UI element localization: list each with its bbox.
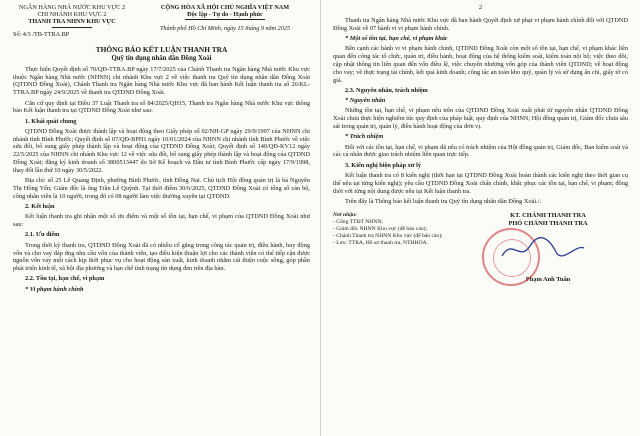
paragraph-responsibility: Đối với các tồn tại, hạn chế, vi phạm đã nêu có trách nhiệm của Hội đồng quản trị, Giám đốc, Ban kiểm soát và các cá nhân được giao trách nhiệm liên quan trực tiếp. (333, 143, 628, 159)
recipients-block (333, 212, 463, 284)
issuer-block (13, 4, 131, 38)
signer-name: Phạm Anh Tuấn (525, 275, 571, 283)
section-2-1-heading: 2.1. Ưu điểm (25, 231, 60, 239)
signature-area (333, 212, 628, 284)
section-3-heading: 3. Kiến nghị biện pháp xử lý (345, 161, 422, 169)
document-header (13, 4, 310, 38)
date-line: Thành phố Hồ Chí Minh, ngày 15 tháng 9 năm 2025 (159, 25, 291, 33)
paragraph-recommendations: Kết luận thanh tra có 8 kiến nghị (thời hạn tại QTDND Đồng Xoài hoàn thành các kiến nghị theo thời gian cụ thể nêu tại từng kiến nghị); yêu cầu QTDND Đồng Xoài chấn chỉnh, khắc phục các tồn tại, hạn chế, vi phạm; đồng thời với từng nội dung được nêu tại Kết luận thanh tra. (333, 172, 628, 195)
section-2-2-heading: 2.2. Tồn tại, hạn chế, vi phạm (25, 275, 105, 283)
section-2-1-text: Trong thời kỳ thanh tra, QTDND Đồng Xoài đã có nhiều cố gắng trong công tác quản trị, điều hành, huy động vốn và cho vay đáp ứng nhu cầu vốn của thành viên, tạo điều kiện thuận lợi cho các thành viên có thể tiếp cận được nguồn vốn vay một cách kịp thời phục vụ cho hoạt động sản xuất, kinh doanh nhằm cải thiện cuộc sống, góp phần phát triển kinh tế, xã hội địa phương và hạn chế tình trạng tín dụng đen trên địa bàn. (13, 241, 310, 273)
handwritten-signature-icon (498, 234, 588, 264)
sub-responsibility: * Trách nhiệm (345, 133, 384, 141)
paragraph-other-violations: Bên cạnh các hành vi vi phạm hành chính, QTDND Đồng Xoài còn một số tồn tại, hạn chế, vi phạm khác liên quan đến công tác tổ chức, quản trị, điều hành, hoạt động của hệ thống kiểm soát, kiểm toán nội bộ; việc theo dõi, cập nhật thông tin liên quan đến vốn điều lệ, việc chuyển nhượng vốn góp của thành viên QTDND; về hoạt động cho vay; về thực trạng tài chính, kết quả kinh doanh; công tác an toàn kho quỹ, quản lý và sử dụng ấn chỉ, giấy tờ có giá. (333, 45, 628, 84)
paragraph-causes: Những tồn tại, hạn chế, vi phạm nêu trên của QTDND Đồng Xoài xuất phát từ nguyên nhân QTDND Đồng Xoài chưa thực hiện nghiêm túc quy định của pháp luật, quy định của NHNN; Hội đồng quản trị, Giám đốc chưa sâu sát trong quản trị, quản lý, điều hành hoạt động của đơn vị. (333, 107, 628, 131)
motto-underline (185, 19, 265, 20)
section-2-3-heading: 2.3. Nguyên nhân, trách nhiệm (345, 86, 428, 94)
national-motto-block (140, 4, 310, 38)
document-title: THÔNG BÁO KẾT LUẬN THANH TRA (95, 44, 228, 54)
section-1-heading: 1. Khái quát chung (25, 117, 77, 125)
signer-title-1: KT. CHÁNH THANH TRA (510, 211, 586, 219)
recipient-item: - Chánh Thanh tra NHNN Khu vực (để báo cáo); (333, 232, 443, 239)
section-2-text: Kết luận thanh tra ghi nhận một số ưu điểm và một số tồn tại, hạn chế, vi phạm của QTDND Đồng Xoài như sau: (13, 213, 310, 229)
paragraph-closing: Trên đây là Thông báo kết luận thanh tra Quỹ tín dụng nhân dân Đồng Xoài./. (345, 197, 542, 205)
section-1-text: QTDND Đồng Xoài được thành lập và hoạt động theo Giấy phép số 02/NH-GP ngày 29/9/1997 của NHNN chi nhánh tỉnh Bình Phước; Quyết định số 07/QĐ-BPH1 ngày 10/01/2024 của NHNN chi nhánh tỉnh Bình Phước về việc sửa đổi, bổ sung giấy phép thành lập và hoạt động của QTDND Đồng Xoài; Quyết định số 140/QĐ-KV12 ngày 22/5/2025 của NHNN chi nhánh Khu vực 12 về việc sửa đổi, bổ sung giấy phép thành lập và hoạt động của QTDND Đồng Xoài; đăng ký kinh doanh số 3800513447 do Sở Kế hoạch và Đầu tư tỉnh Bình Phước cấp ngày 17/9/1998, thay đổi lần thứ 10 ngày 30/5/2022. (13, 127, 310, 174)
issuer-line-3: THANH TRA NHNN KHU VỰC (28, 18, 116, 26)
section-2-heading: 2. Kết luận (25, 203, 55, 211)
issuer-line-1: NGÂN HÀNG NHÀ NƯỚC KHU VỰC 2 (18, 4, 126, 11)
recipients-label: Nơi nhận: (333, 211, 357, 218)
page-number: 2 (478, 4, 483, 11)
issuer-line-2: CHI NHÁNH KHU VỰC 2 (37, 11, 107, 19)
document-number: Số: 4/3 /TB-TTRA.BP (13, 30, 70, 38)
issuer-underline (52, 27, 92, 28)
national-motto: Độc lập - Tự do - Hạnh phúc (187, 11, 263, 19)
section-2-2-sub: * Vi phạm hành chính (25, 285, 84, 293)
section-1-text-2: Địa chỉ: số 25 Lê Quang Định, phường Bình Phước, tỉnh Đồng Nai. Chủ tịch Hội đồng quản trị là bà Nguyễn Thị Hồng Yến; Giám đốc là ông Trần Lê Quỳnh. Tại thời điểm 30/6/2025, QTDND Đồng Xoài có tổng số cán bộ, công nhân viên là 10 người, trong đó có 08 người làm việc thường xuyên tại QTDND. (13, 177, 310, 200)
sub-causes: * Nguyên nhân (345, 97, 386, 105)
paragraph-penalty: Thanh tra Ngân hàng Nhà nước Khu vực đã ban hành Quyết định xử phạt vi phạm hành chính đối với QTDND Đồng Xoài về 07 hành vi vi phạm hành chính. (333, 17, 628, 32)
document-subtitle: Quỹ tín dụng nhân dân Đồng Xoài (111, 54, 212, 62)
intro-paragraph-1: Thực hiện Quyết định số 70/QĐ-TTRA.BP ngày 17/7/2025 của Chánh Thanh tra Ngân hàng Nhà nước Khu vực thuộc Ngân hàng Nhà nước (NHNN) chi nhánh Khu vực 2 về việc thanh tra Quỹ tín dụng nhân dân Đồng Xoài (QTDND Đồng Xoài), Chánh Thanh tra Ngân hàng Nhà nước Khu vực đã ban hành Kết luận thanh tra số 26/KL-TTRA.BP ngày 24/9/2025 về thanh tra QTDND Đồng Xoài. (13, 65, 310, 97)
recipient-item: - Giám đốc NHNN Khu vực (để báo cáo); (333, 225, 428, 232)
sub-other-violations: * Một số tồn tại, hạn chế, vi phạm khác (345, 35, 448, 43)
signer-title-2: PHÓ CHÁNH THANH TRA (508, 219, 588, 227)
intro-paragraph-2: Căn cứ quy định tại Điều 37 Luật Thanh tra số 84/2025/QH15, Thanh tra Ngân hàng Nhà nước Khu vực thông báo Kết luận thanh tra tại QTDND Đồng Xoài như sau: (13, 99, 310, 115)
page-2 (320, 0, 640, 436)
signature-block (468, 212, 628, 284)
recipient-item: - Cổng TTĐT NHNN; (333, 218, 383, 225)
recipient-item: - Lưu: TTRA, Hồ sơ thanh tra, NTHHOA. (333, 239, 429, 246)
national-title: CỘNG HÒA XÃ HỘI CHỦ NGHĨA VIỆT NAM (160, 4, 290, 11)
